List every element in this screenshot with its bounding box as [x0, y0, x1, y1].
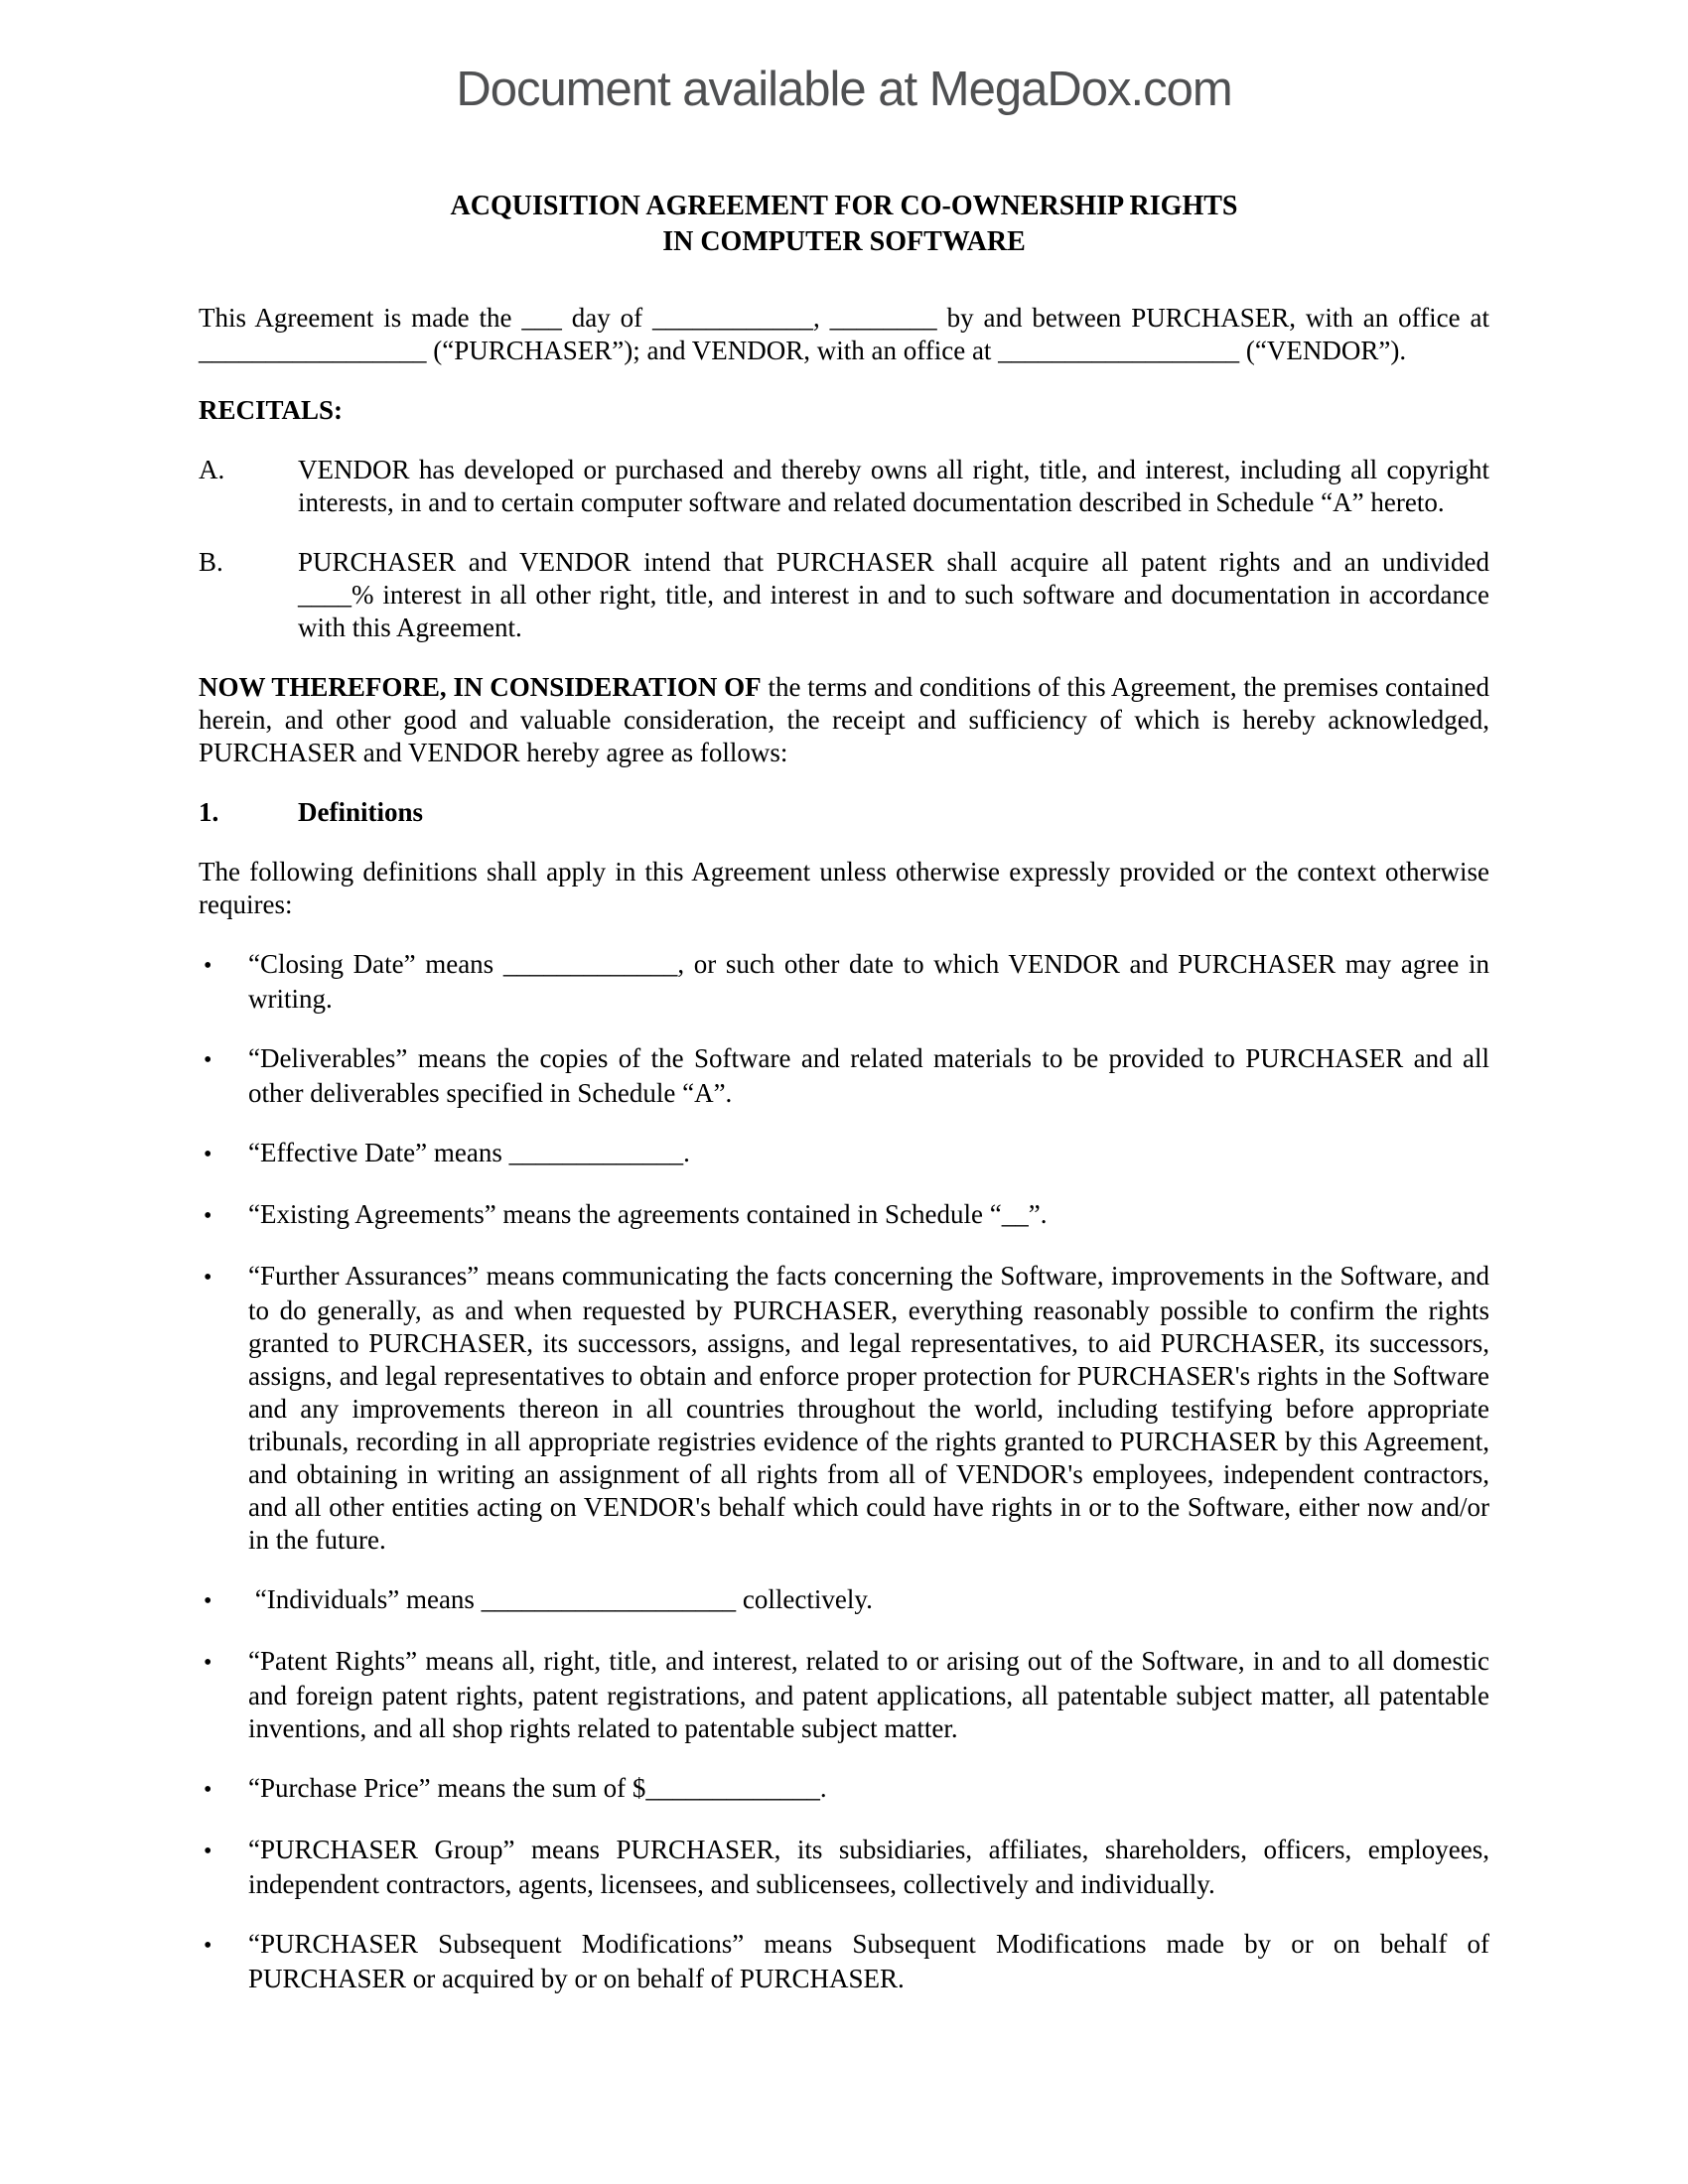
- definitions-intro: The following definitions shall apply in this Agreement unless otherwise expressly provided or the context otherwise requires:: [199, 857, 1489, 919]
- definition-purchaser-subsequent-modifications: [199, 1928, 1489, 1995]
- section-1-heading: [199, 796, 1489, 829]
- definition-closing-date: [199, 948, 1489, 1016]
- recital-b-label: B.: [199, 547, 223, 577]
- consideration-lead: NOW THEREFORE, IN CONSIDERATION OF: [199, 672, 762, 702]
- intro-paragraph: This Agreement is made the ___ day of ____________, ________ by and between PURCHASER, with an office at _________________ (“PURCHASER”); and VENDOR, with an office at __________________ (“VENDOR”).: [199, 303, 1489, 365]
- definition-text: “Existing Agreements” means the agreements contained in Schedule “__”.: [248, 1199, 1048, 1229]
- definition-further-assurances: [199, 1260, 1489, 1557]
- definition-deliverables: [199, 1042, 1489, 1110]
- title-line-1: ACQUISITION AGREEMENT FOR CO-OWNERSHIP RIGHTS: [450, 191, 1238, 221]
- recital-a-label: A.: [199, 455, 225, 484]
- definition-individuals: [199, 1583, 1489, 1618]
- consideration-paragraph: [199, 671, 1489, 769]
- bullet-icon: •: [204, 1839, 212, 1864]
- document-title: [199, 189, 1489, 260]
- definition-existing-agreements: [199, 1198, 1489, 1233]
- section-1-title: Definitions: [298, 797, 424, 827]
- recital-b: [199, 546, 1489, 644]
- definition-purchaser-group: [199, 1834, 1489, 1901]
- definition-text: “Individuals” means ___________________ collectively.: [248, 1584, 873, 1614]
- definition-text: “PURCHASER Subsequent Modifications” means Subsequent Modifications made by or on behalf of PURCHASER or acquired by or on behalf of PURCHASER.: [248, 1929, 1489, 1993]
- recital-b-text: PURCHASER and VENDOR intend that PURCHASER shall acquire all patent rights and an undivided ____% interest in all other right, title, and interest in and to such software and documentation in accordance with this Agreement.: [298, 547, 1489, 642]
- bullet-icon: •: [204, 1650, 212, 1676]
- bullet-icon: •: [204, 1142, 212, 1167]
- definition-patent-rights: [199, 1645, 1489, 1745]
- watermark-text: Document available at MegaDox.com: [456, 63, 1232, 116]
- recital-a-text: VENDOR has developed or purchased and thereby owns all right, title, and interest, including all copyright interests, in and to certain computer software and related documentation described in Schedule “A” hereto.: [298, 455, 1489, 517]
- definition-text: “PURCHASER Group” means PURCHASER, its subsidiaries, affiliates, shareholders, officers, employees, independent contractors, agents, licensees, and sublicensees, collectively and individually.: [248, 1835, 1489, 1899]
- bullet-icon: •: [204, 1933, 212, 1959]
- recitals-heading: RECITALS:: [199, 395, 344, 425]
- section-1-number: 1.: [199, 797, 219, 827]
- definition-text: “Purchase Price” means the sum of $_____________.: [248, 1773, 827, 1803]
- title-line-2: IN COMPUTER SOFTWARE: [662, 226, 1026, 257]
- bullet-icon: •: [204, 1265, 212, 1291]
- definition-purchase-price: [199, 1772, 1489, 1807]
- definition-text: “Closing Date” means _____________, or such other date to which VENDOR and PURCHASER may agree in writing.: [248, 949, 1489, 1014]
- definition-text: “Further Assurances” means communicating the facts concerning the Software, improvements in the Software, and to do generally, as and when requested by PURCHASER, everything reasonably possible to confirm the rights granted to PURCHASER, its successors, assigns, and legal representatives, to aid PURCHASER, its successors, assigns, and legal representatives to obtain and enforce proper protection for PURCHASER's rights in the Software and any improvements thereon in all countries throughout the world, including testifying before appropriate tribunals, recording in all appropriate registries evidence of the rights granted to PURCHASER by this Agreement, and obtaining in writing an assignment of all rights from all of VENDOR's employees, independent contractors, and all other entities acting on VENDOR's behalf which could have rights in or to the Software, either now and/or in the future.: [248, 1261, 1489, 1555]
- definition-effective-date: [199, 1137, 1489, 1171]
- definition-text: “Effective Date” means _____________.: [248, 1138, 690, 1167]
- definition-text: “Deliverables” means the copies of the Software and related materials to be provided to PURCHASER and all other deliverables specified in Schedule “A”.: [248, 1043, 1489, 1108]
- bullet-icon: •: [204, 953, 212, 979]
- bullet-icon: •: [204, 1777, 212, 1803]
- bullet-icon: •: [204, 1047, 212, 1073]
- bullet-icon: •: [204, 1588, 212, 1614]
- consideration-rest: the terms and conditions of this Agreement, the premises contained herein, and other good and valuable consideration, the receipt and sufficiency of which is hereby acknowledged, PURCHASER and VENDOR hereby agree as follows:: [199, 672, 1489, 767]
- bullet-icon: •: [204, 1203, 212, 1229]
- recital-a: [199, 454, 1489, 519]
- definition-text: “Patent Rights” means all, right, title, and interest, related to or arising out of the Software, in and to all domestic and foreign patent rights, patent registrations, and patent applications, all patentable subject matter, all patentable inventions, and all shop rights related to patentable subject matter.: [248, 1646, 1489, 1743]
